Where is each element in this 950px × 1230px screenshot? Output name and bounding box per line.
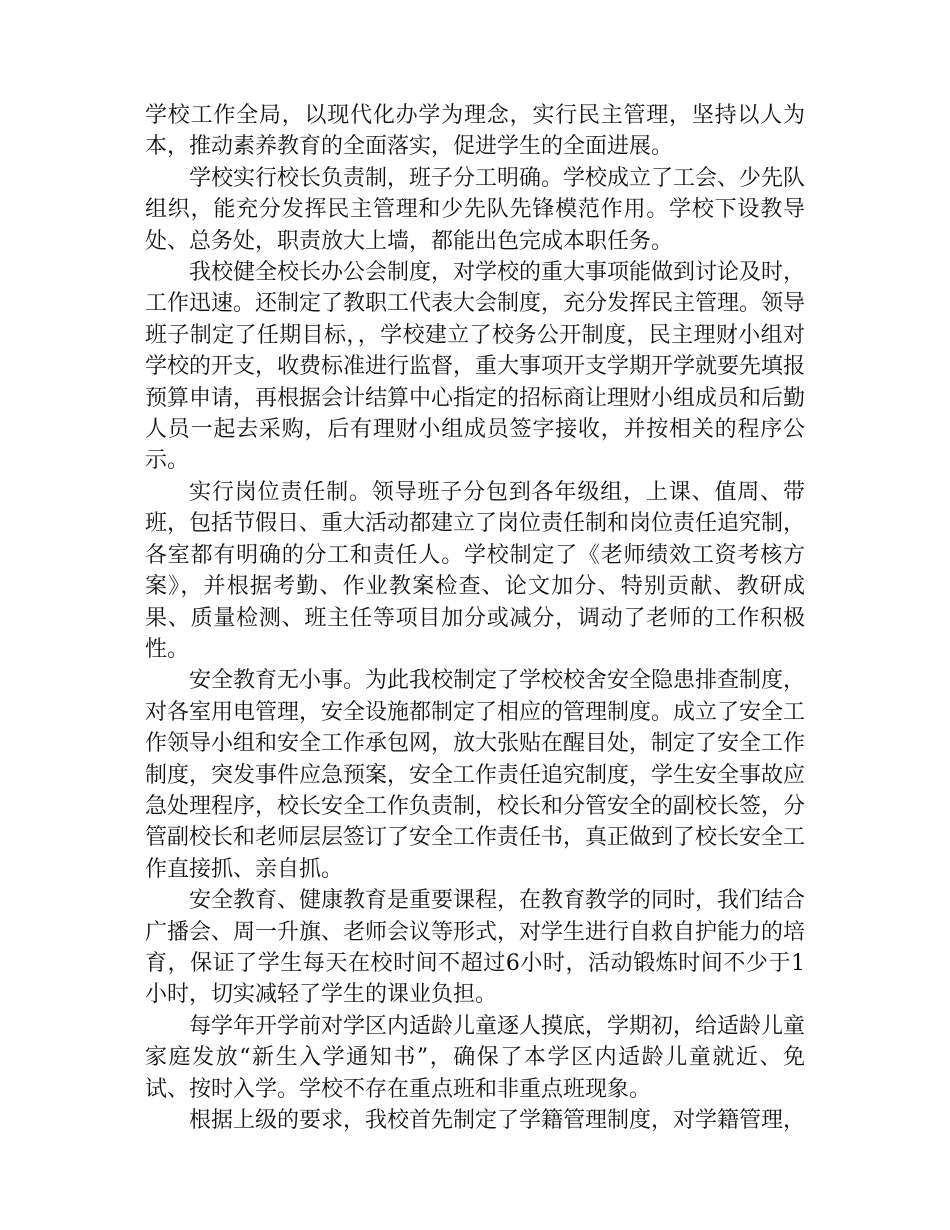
document-page [145, 100, 805, 1136]
paragraph-8: 根据上级的要求，我校首先制定了学籍管理制度，对学籍管理， [189, 1108, 806, 1133]
paragraph-7: 每学年开学前对学区内适龄儿童逐人摸底，学期初，给适龄儿童家庭发放“新生入学通知书”，确保了本学区内适龄儿童就近、免试、按时入学。学校不存在重点班和非重点班现象。 [145, 1013, 806, 1102]
paragraph-1: 学校工作全局，以现代化办学为理念，实行民主管理，坚持以人为本，推动素养教育的全面落实，促进学生的全面进展。 [145, 103, 805, 160]
paragraph-2: 学校实行校长负责制，班子分工明确。学校成立了工会、少先队组织，能充分发挥民主管理和少先队先锋模范作用。学校下设教导处、总务处，职责放大上墙，都能出色完成本职任务。 [145, 165, 806, 254]
paragraph-5: 安全教育无小事。为此我校制定了学校校舍安全隐患排查制度，对各室用电管理，安全设施都制定了相应的管理制度。成立了安全工作领导小组和安全工作承包网，放大张贴在醒目处，制定了安全工作制度，突发事件应急预案，安全工作责任追究制度，学生安全事故应急处理程序，校长安全工作负责制，校长和分管安全的副校长签，分管副校长和老师层层签订了安全工作责任书，真正做到了校长安全工作直接抓、亲自抓。 [145, 668, 806, 882]
paragraph-4: 实行岗位责任制。领导班子分包到各年级组，上课、值周、带班，包括节假日、重大活动都建立了岗位责任制和岗位责任追究制，各室都有明确的分工和责任人。学校制定了《老师绩效工资考核方案》，并根据考勤、作业教案检查、论文加分、特别贡献、教研成果、质量检测、班主任等项目加分或减分，调动了老师的工作积极性。 [145, 479, 806, 662]
paragraph-3: 我校健全校长办公会制度，对学校的重大事项能做到讨论及时，工作迅速。还制定了教职工代表大会制度，充分发挥民主管理。领导班子制定了任期目标，，学校建立了校务公开制度，民主理财小组对学校的开支，收费标准进行监督，重大事项开支学期开学就要先填报预算申请，再根据会计结算中心指定的招标商让理财小组成员和后勤人员一起去采购，后有理财小组成员签字接收，并按相关的程序公示。 [145, 260, 806, 474]
paragraph-6: 安全教育、健康教育是重要课程，在教育教学的同时，我们结合广播会、周一升旗、老师会议等形式，对学生进行自救自护能力的培育，保证了学生每天在校时间不超过6小时，活动锻炼时间不少于1小时，切实减轻了学生的课业负担。 [145, 888, 806, 1008]
